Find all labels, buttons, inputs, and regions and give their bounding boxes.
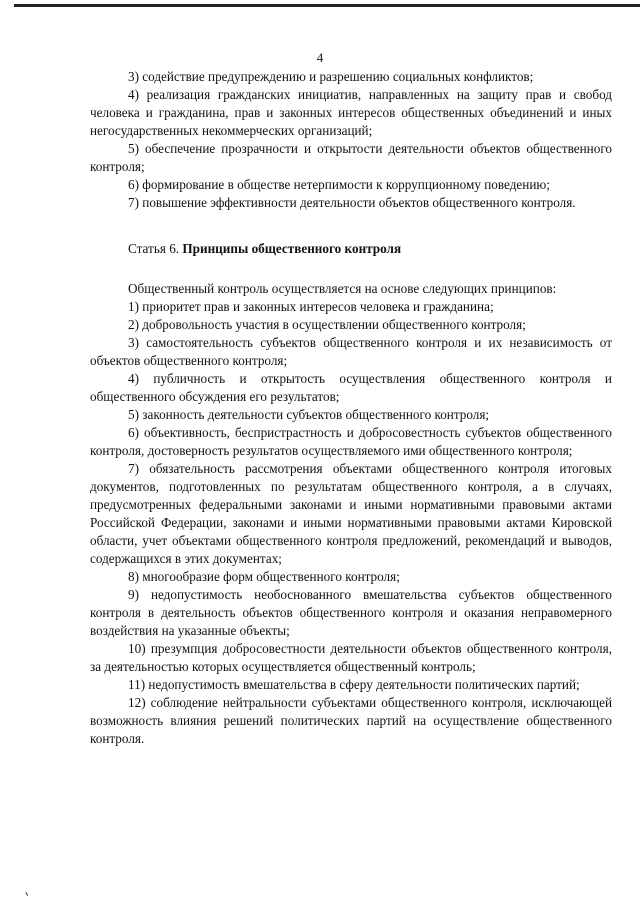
- principle-9: 9) недопустимость необоснованного вмешательства субъектов общественного контроля в деятельность объектов общественного контроля и оказания неправомерного воздействия на указанные объекты;: [90, 587, 612, 638]
- article-number: Статья 6.: [128, 241, 180, 256]
- document-body: [90, 68, 612, 748]
- principle-3: 3) самостоятельность субъектов общественного контроля и их независимость от объектов общественного контроля;: [90, 335, 612, 368]
- principle-1: 1) приоритет прав и законных интересов человека и гражданина;: [128, 299, 494, 314]
- paragraph-goal-6: 6) формирование в обществе нетерпимости к коррупционному поведению;: [128, 177, 550, 192]
- article-title: Принципы общественного контроля: [182, 241, 402, 256]
- principle-5: 5) законность деятельности субъектов общественного контроля;: [128, 407, 490, 422]
- principle-8: 8) многообразие форм общественного контроля;: [128, 569, 400, 584]
- paragraph-goal-3: 3) содействие предупреждению и разрешению социальных конфликтов;: [128, 69, 534, 84]
- paragraph-goal-4: 4) реализация гражданских инициатив, направленных на защиту прав и свобод человека и гражданина, прав и законных интересов общественных объединений и иных негосударственных некоммерческих организаций;: [90, 87, 612, 138]
- page-number: 4: [316, 50, 324, 65]
- paragraph-goal-5: 5) обеспечение прозрачности и открытости деятельности объектов общественного контроля;: [90, 141, 612, 174]
- article-heading: [90, 240, 612, 258]
- principle-2: 2) добровольность участия в осуществлении общественного контроля;: [128, 317, 526, 332]
- principle-6: 6) объективность, беспристрастность и добросовестность субъектов общественного контроля, достоверность результатов осуществляемого ими общественного контроля;: [90, 425, 612, 458]
- principle-10: 10) презумпция добросовестности деятельности объектов общественного контроля, за деятельностью которых осуществляется общественный контроль;: [90, 641, 612, 674]
- paragraph-goal-7: 7) повышение эффективности деятельности объектов общественного контроля.: [128, 195, 576, 210]
- principle-4: 4) публичность и открытость осуществления общественного контроля и общественного обсуждения его результатов;: [90, 371, 612, 404]
- principle-12: 12) соблюдение нейтральности субъектами общественного контроля, исключающей возможность влияния решений политических партий на осуществление общественного контроля.: [90, 695, 612, 746]
- scan-top-border: [14, 4, 640, 7]
- scan-artifact-mark: [25, 890, 31, 896]
- principles-intro: Общественный контроль осуществляется на основе следующих принципов:: [128, 281, 557, 296]
- principle-11: 11) недопустимость вмешательства в сферу деятельности политических партий;: [128, 677, 580, 692]
- principle-7: 7) обязательность рассмотрения объектами общественного контроля итоговых документов, подготовленных по результатам общественного контроля, а в случаях, предусмотренных федеральными законами и иными нормативными правовыми актами Российской Федерации, законами и иными нормативными правовыми актами Кировской области, учет объектами общественного контроля предложений, рекомендаций и выводов, содержащихся в этих документах;: [90, 461, 612, 566]
